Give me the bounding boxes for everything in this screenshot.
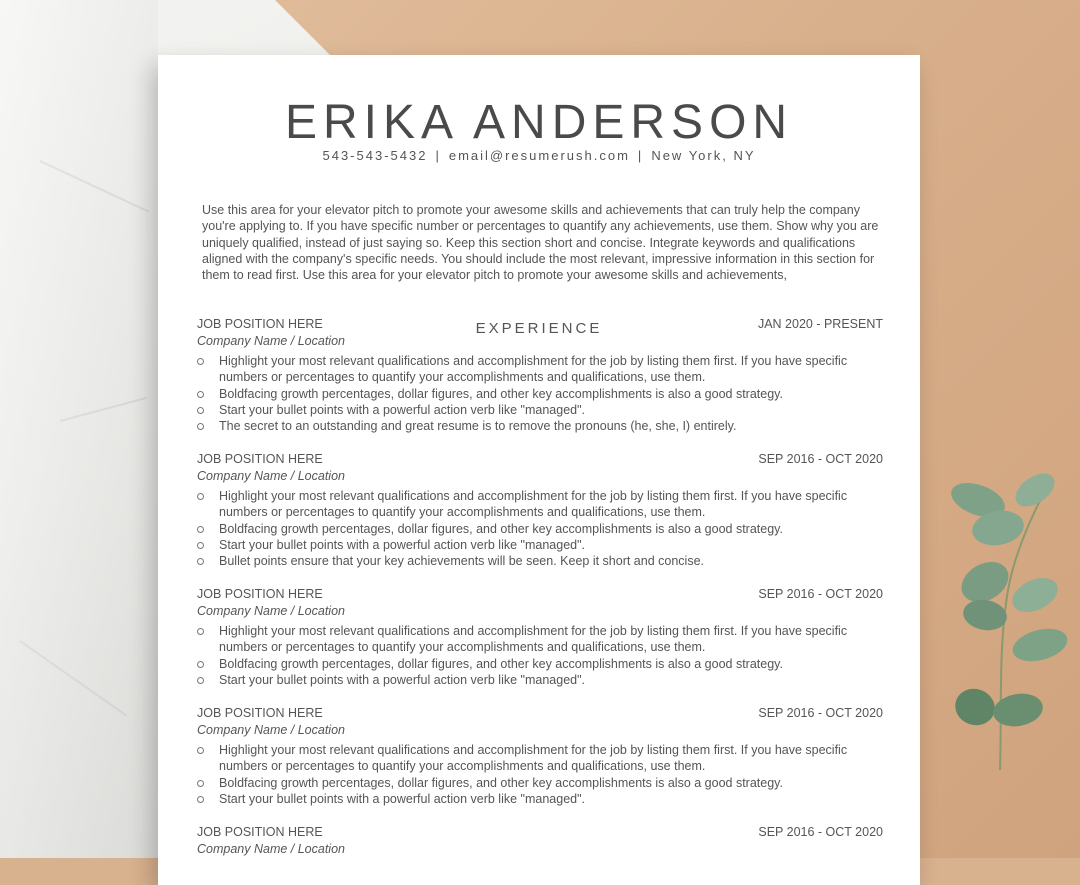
contact-separator: | [637, 148, 644, 163]
job-bullet-text: Highlight your most relevant qualifications and accomplishment for the job by listing them first. If you have specific numbers or percentages to quantify your accomplishments and qualifications, use them. [219, 489, 848, 520]
job-title: JOB POSITION HERE [197, 825, 323, 839]
bullet-circle-icon [197, 542, 204, 549]
job-bullet [197, 553, 877, 569]
job-bullet-text: Highlight your most relevant qualifications and accomplishment for the job by listing them first. If you have specific numbers or percentages to quantify your accomplishments and qualifications, use them. [219, 743, 848, 774]
job-bullet-text: Highlight your most relevant qualifications and accomplishment for the job by listing them first. If you have specific numbers or percentages to quantify your accomplishments and qualifications, use them. [219, 354, 848, 385]
eucalyptus-plant-icon [940, 470, 1080, 770]
job-bullet [197, 791, 877, 807]
job-bullet [197, 742, 877, 775]
job-bullets [197, 623, 877, 688]
bullet-circle-icon [197, 423, 204, 430]
job-bullet-text: Boldfacing growth percentages, dollar figures, and other key accomplishments is also a good strategy. [219, 775, 783, 790]
job-company: Company Name / Location [197, 604, 345, 618]
job-dates: SEP 2016 - OCT 2020 [758, 825, 883, 839]
bullet-circle-icon [197, 558, 204, 565]
job-title: JOB POSITION HERE [197, 317, 323, 331]
job-bullet [197, 402, 877, 418]
job-title: JOB POSITION HERE [197, 452, 323, 466]
job-bullet [197, 623, 877, 656]
bullet-circle-icon [197, 493, 204, 500]
job-company: Company Name / Location [197, 469, 345, 483]
resume-name: ERIKA ANDERSON [284, 96, 794, 149]
job-bullet-text: Boldfacing growth percentages, dollar figures, and other key accomplishments is also a good strategy. [219, 386, 783, 401]
job-dates: JAN 2020 - PRESENT [757, 317, 883, 331]
job-bullet [197, 521, 877, 537]
bullet-circle-icon [197, 526, 204, 533]
job-dates: SEP 2016 - OCT 2020 [758, 587, 883, 601]
marble-shade [0, 0, 158, 858]
job-bullet [197, 537, 877, 553]
contact-email: email@resumerush.com [448, 148, 630, 163]
bullet-circle-icon [197, 391, 204, 398]
job-company: Company Name / Location [197, 334, 345, 348]
job-bullet-text: Start your bullet points with a powerful action verb like "managed". [219, 402, 586, 417]
job-bullet-text: Boldfacing growth percentages, dollar figures, and other key accomplishments is also a good strategy. [219, 521, 783, 536]
job-bullet-text: Boldfacing growth percentages, dollar figures, and other key accomplishments is also a good strategy. [219, 656, 783, 671]
job-dates: SEP 2016 - OCT 2020 [758, 706, 883, 720]
experience-heading: EXPERIENCE [475, 320, 603, 337]
job-title: JOB POSITION HERE [197, 587, 323, 601]
bullet-circle-icon [197, 780, 204, 787]
job-bullet [197, 386, 877, 402]
job-bullets [197, 488, 877, 569]
job-bullet [197, 775, 877, 791]
bullet-circle-icon [197, 747, 204, 754]
job-bullet-text: Bullet points ensure that your key achievements will be seen. Keep it short and concise. [219, 554, 704, 569]
resume-page [158, 55, 920, 885]
contact-location: New York, NY [651, 148, 756, 163]
bullet-circle-icon [197, 677, 204, 684]
bullet-circle-icon [197, 661, 204, 668]
bullet-circle-icon [197, 358, 204, 365]
summary-paragraph: Use this area for your elevator pitch to promote your awesome skills and achievements that can truly help the company you're applying to. If you have specific number or percentages to quantify any achievements, use them. Show why you are uniquely qualified, instead of just saying so. Keep this section short and concise. Integrate keywords and qualifications aligned with the company's specific needs. You should include the most relevant, impressive information in this section for them to read first. Use this area for your elevator pitch to promote your awesome skills and achievements, [202, 203, 879, 283]
bullet-circle-icon [197, 628, 204, 635]
job-bullets [197, 353, 877, 434]
job-title: JOB POSITION HERE [197, 706, 323, 720]
job-bullet-text: Start your bullet points with a powerful action verb like "managed". [219, 537, 586, 552]
contact-line [158, 148, 920, 163]
contact-separator: | [435, 148, 441, 163]
contact-phone: 543-543-5432 [322, 148, 428, 163]
job-bullet [197, 353, 877, 386]
job-dates: SEP 2016 - OCT 2020 [758, 452, 883, 466]
job-bullet [197, 418, 877, 434]
job-company: Company Name / Location [197, 723, 345, 737]
job-bullets [197, 742, 877, 807]
job-company: Company Name / Location [197, 842, 345, 856]
bullet-circle-icon [197, 796, 204, 803]
job-bullet-text: Start your bullet points with a powerful action verb like "managed". [219, 672, 586, 687]
bullet-circle-icon [197, 407, 204, 414]
job-bullet-text: Highlight your most relevant qualifications and accomplishment for the job by listing them first. If you have specific numbers or percentages to quantify your accomplishments and qualifications, use them. [219, 624, 848, 655]
job-bullet [197, 656, 877, 672]
job-bullet-text: Start your bullet points with a powerful action verb like "managed". [219, 791, 586, 806]
job-bullet [197, 488, 877, 521]
job-bullet-text: The secret to an outstanding and great resume is to remove the pronouns (he, she, I) entirely. [219, 419, 737, 434]
job-bullet [197, 672, 877, 688]
